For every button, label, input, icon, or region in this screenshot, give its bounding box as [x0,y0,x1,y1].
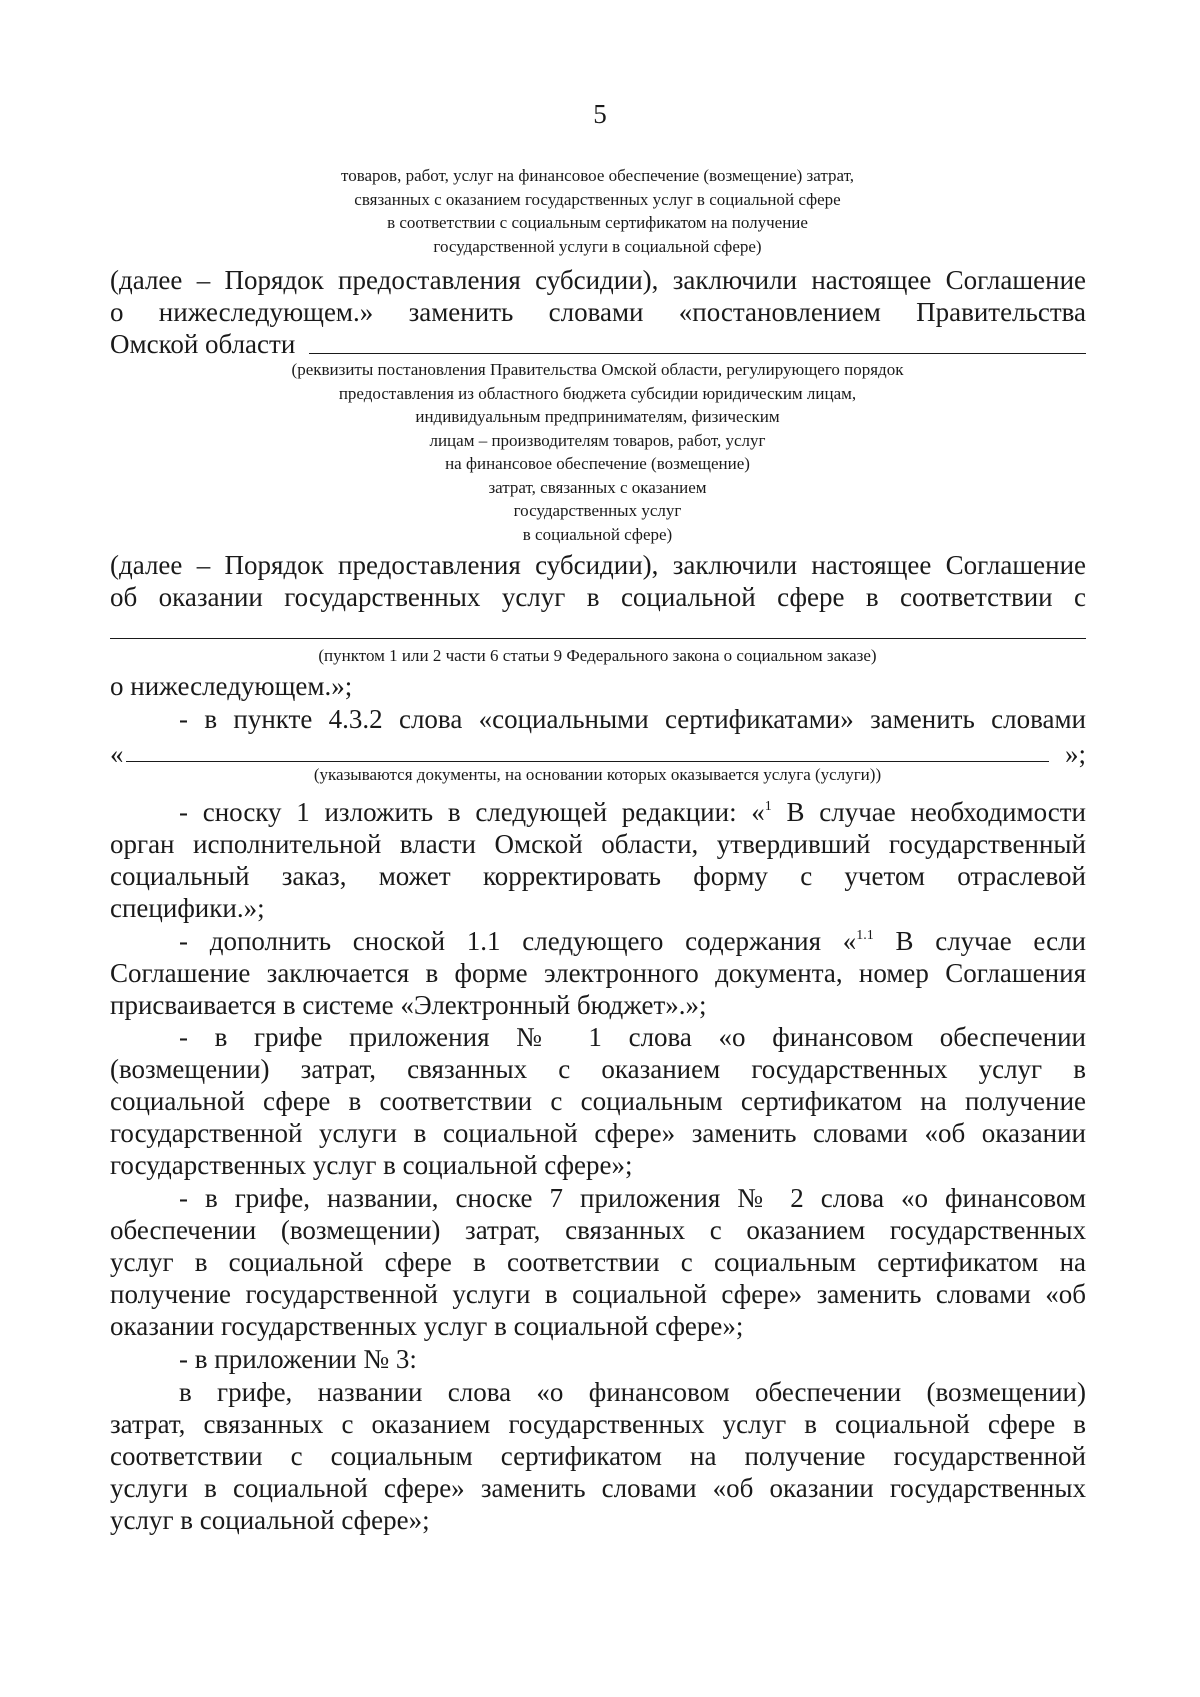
footnote-marker: 1 [764,799,772,814]
caption-line: связанных с оказанием государственных услуг в социальной сфере [354,189,841,209]
footnote-marker: 1.1 [856,928,874,943]
text-line: соответствии с социальным сертификатом на получение государственной [110,1441,1086,1471]
text-line: - в грифе, названии, сноске 7 приложения № 2 слова «о финансовом [179,1183,1086,1213]
quote-close: »; [1064,739,1086,769]
blank-fill-line [126,761,1049,762]
text-line: - в пункте 4.3.2 слова «социальными сертификатами» заменить словами [179,704,1086,734]
text-line: услуг в социальной сфере»; [110,1505,430,1535]
caption-top [110,164,1085,258]
text-line: в грифе, названии слова «о финансовом обеспечении (возмещении) [179,1377,1086,1407]
text-line: о нижеследующем.» заменить словами «постановлением Правительства [110,297,1086,327]
text-line: Соглашение заключается в форме электронного документа, номер Соглашения [110,958,1086,988]
caption-line: в соответствии с социальным сертификатом на получение [387,213,808,232]
caption-line: предоставления из областного бюджета субсидии юридическим лицам, [338,383,857,403]
text-line: услуг в социальной сфере в соответствии с социальным сертификатом на [110,1247,1086,1277]
text-line: социальной сфере в соответствии с социальным сертификатом на получение [110,1086,1086,1116]
text-line: об оказании государственных услуг в социальной сфере в соответствии с [110,582,1086,612]
text-line: услуги в социальной сфере» заменить словами «об оказании государственных [110,1473,1086,1503]
caption-line: (реквизиты постановления Правительства Омской области, регулирующего порядок [291,360,904,379]
caption-line: на финансовое обеспечение (возмещение) [445,454,750,473]
blank-fill-line [110,638,1086,639]
text-line: орган исполнительной власти Омской области, утвердивший государственный [110,829,1086,859]
page-number: 5 [593,99,607,129]
text-line: (далее – Порядок предоставления субсидии), заключили настоящее Соглашение [110,550,1086,580]
text-line: (далее – Порядок предоставления субсидии), заключили настоящее Соглашение [110,265,1086,295]
text-line: затрат, связанных с оказанием государственных услуг в социальной сфере в [110,1409,1086,1439]
caption-line: государственной услуги в социальной сфере) [433,236,762,256]
caption-line: товаров, работ, услуг на финансовое обеспечение (возмещение) затрат, [340,166,854,185]
text-line: обеспечении (возмещении) затрат, связанных с оказанием государственных [110,1215,1086,1245]
caption-requisites [110,358,1085,546]
text-line: получение государственной услуги в социальной сфере» заменить словами «об [110,1279,1086,1309]
text-line: оказании государственных услуг в социальной сфере»; [110,1311,744,1341]
text-line: - дополнить сноской 1.1 следующего содержания «$^{1.1}$ В случае если [179,926,1086,956]
quote-open: « [110,739,124,769]
caption-line: индивидуальным предпринимателям, физическим [415,407,780,426]
blank-fill-line [309,353,1086,354]
text-line: присваивается в системе «Электронный бюджет».»; [110,990,707,1020]
caption-docs [110,763,1085,787]
text-line: государственных услуг в социальной сфере»; [110,1150,633,1180]
caption-line: лицам – производителям товаров, работ, услуг [429,430,766,450]
caption-law [110,644,1085,668]
caption-line: (указываются документы, на основании которых оказывается услуга (услуги)) [313,765,882,784]
text-line: специфики.»; [110,893,265,923]
text-line: Омской области [110,329,296,359]
text-line: о нижеследующем.»; [110,671,353,701]
text-line: (возмещении) затрат, связанных с оказанием государственных услуг в [110,1054,1086,1084]
caption-line: (пунктом 1 или 2 части 6 статьи 9 Федерального закона о социальном заказе) [318,646,877,665]
text-line: - в приложении № 3: [179,1344,417,1374]
text-line: социальный заказ, может корректировать форму с учетом отраслевой [110,861,1086,891]
text-line: государственной услуги в социальной сфере» заменить словами «об оказании [110,1118,1086,1148]
text-line: - в грифе приложения № 1 слова «о финансовом обеспечении [179,1022,1086,1052]
caption-line: в социальной сфере) [522,524,673,544]
caption-line: государственных услуг [513,501,682,520]
text-line: - сноску 1 изложить в следующей редакции: «$^1$ В случае необходимости [179,797,1086,827]
caption-line: затрат, связанных с оказанием [488,477,707,497]
